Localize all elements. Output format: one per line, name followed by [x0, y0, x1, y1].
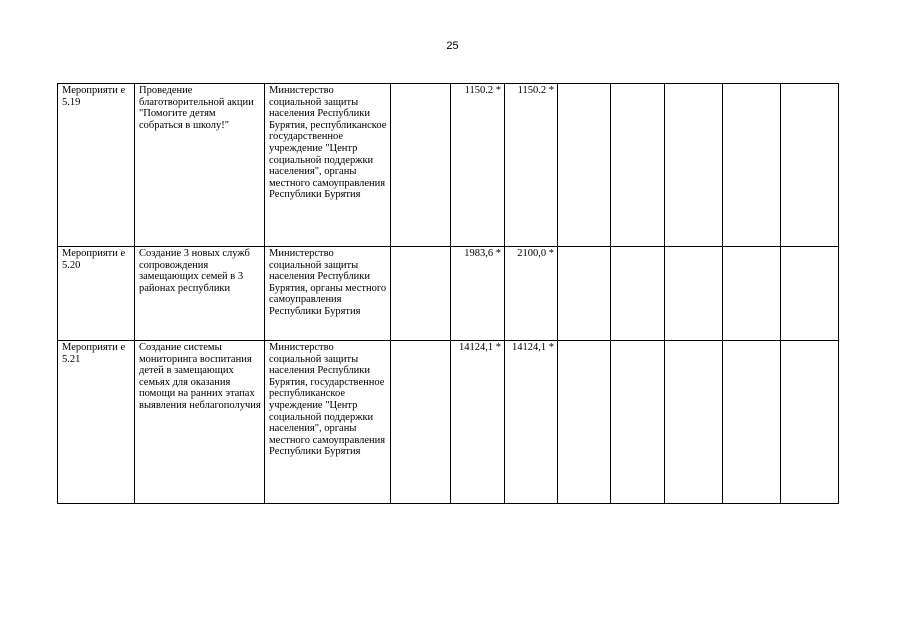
- measure-executor: Министерство социальной защиты населения Республики Бурятия, органы местного самоуправления Республики Бурятия: [265, 247, 391, 341]
- table-row: [58, 247, 839, 341]
- empty-cell: [665, 84, 723, 247]
- empty-cell: [611, 247, 665, 341]
- page-number: 25: [446, 40, 459, 52]
- funding-value-1: 1150.2 *: [451, 84, 505, 247]
- empty-cell: [665, 247, 723, 341]
- measure-name: Создание системы мониторинга воспитания детей в замещающих семьях для оказания помощи на ранних этапах выявления неблагополучия: [135, 341, 265, 504]
- empty-cell: [558, 247, 611, 341]
- empty-cell: [723, 341, 781, 504]
- empty-cell: [611, 341, 665, 504]
- empty-cell: [781, 341, 839, 504]
- empty-cell: [611, 84, 665, 247]
- empty-cell: [781, 84, 839, 247]
- empty-cell: [391, 247, 451, 341]
- measure-name: Создание 3 новых служб сопровождения замещающих семей в 3 районах республики: [135, 247, 265, 341]
- empty-cell: [391, 341, 451, 504]
- table-row: [58, 84, 839, 247]
- empty-cell: [781, 247, 839, 341]
- funding-value-1: 1983,6 *: [451, 247, 505, 341]
- empty-cell: [558, 341, 611, 504]
- measure-code: Мероприяти е 5.21: [58, 341, 135, 504]
- table-row: [58, 341, 839, 504]
- measure-executor: Министерство социальной защиты населения Республики Бурятия, государственное республиканское учреждение "Центр социальной поддержки населения", органы местного самоуправления Республики Бурятия: [265, 341, 391, 504]
- funding-value-2: 14124,1 *: [505, 341, 558, 504]
- empty-cell: [665, 341, 723, 504]
- funding-value-2: 2100,0 *: [505, 247, 558, 341]
- measure-name: Проведение благотворительной акции "Помогите детям собраться в школу!": [135, 84, 265, 247]
- funding-value-1: 14124,1 *: [451, 341, 505, 504]
- empty-cell: [558, 84, 611, 247]
- empty-cell: [723, 247, 781, 341]
- measure-executor: Министерство социальной защиты населения Республики Бурятия, республиканское государственное учреждение "Центр социальной поддержки населения", органы местного самоуправления Республики Бурятия: [265, 84, 391, 247]
- measures-table: [57, 83, 839, 504]
- empty-cell: [391, 84, 451, 247]
- empty-cell: [723, 84, 781, 247]
- measure-code: Мероприяти е 5.20: [58, 247, 135, 341]
- funding-value-2: 1150.2 *: [505, 84, 558, 247]
- measure-code: Мероприяти е 5.19: [58, 84, 135, 247]
